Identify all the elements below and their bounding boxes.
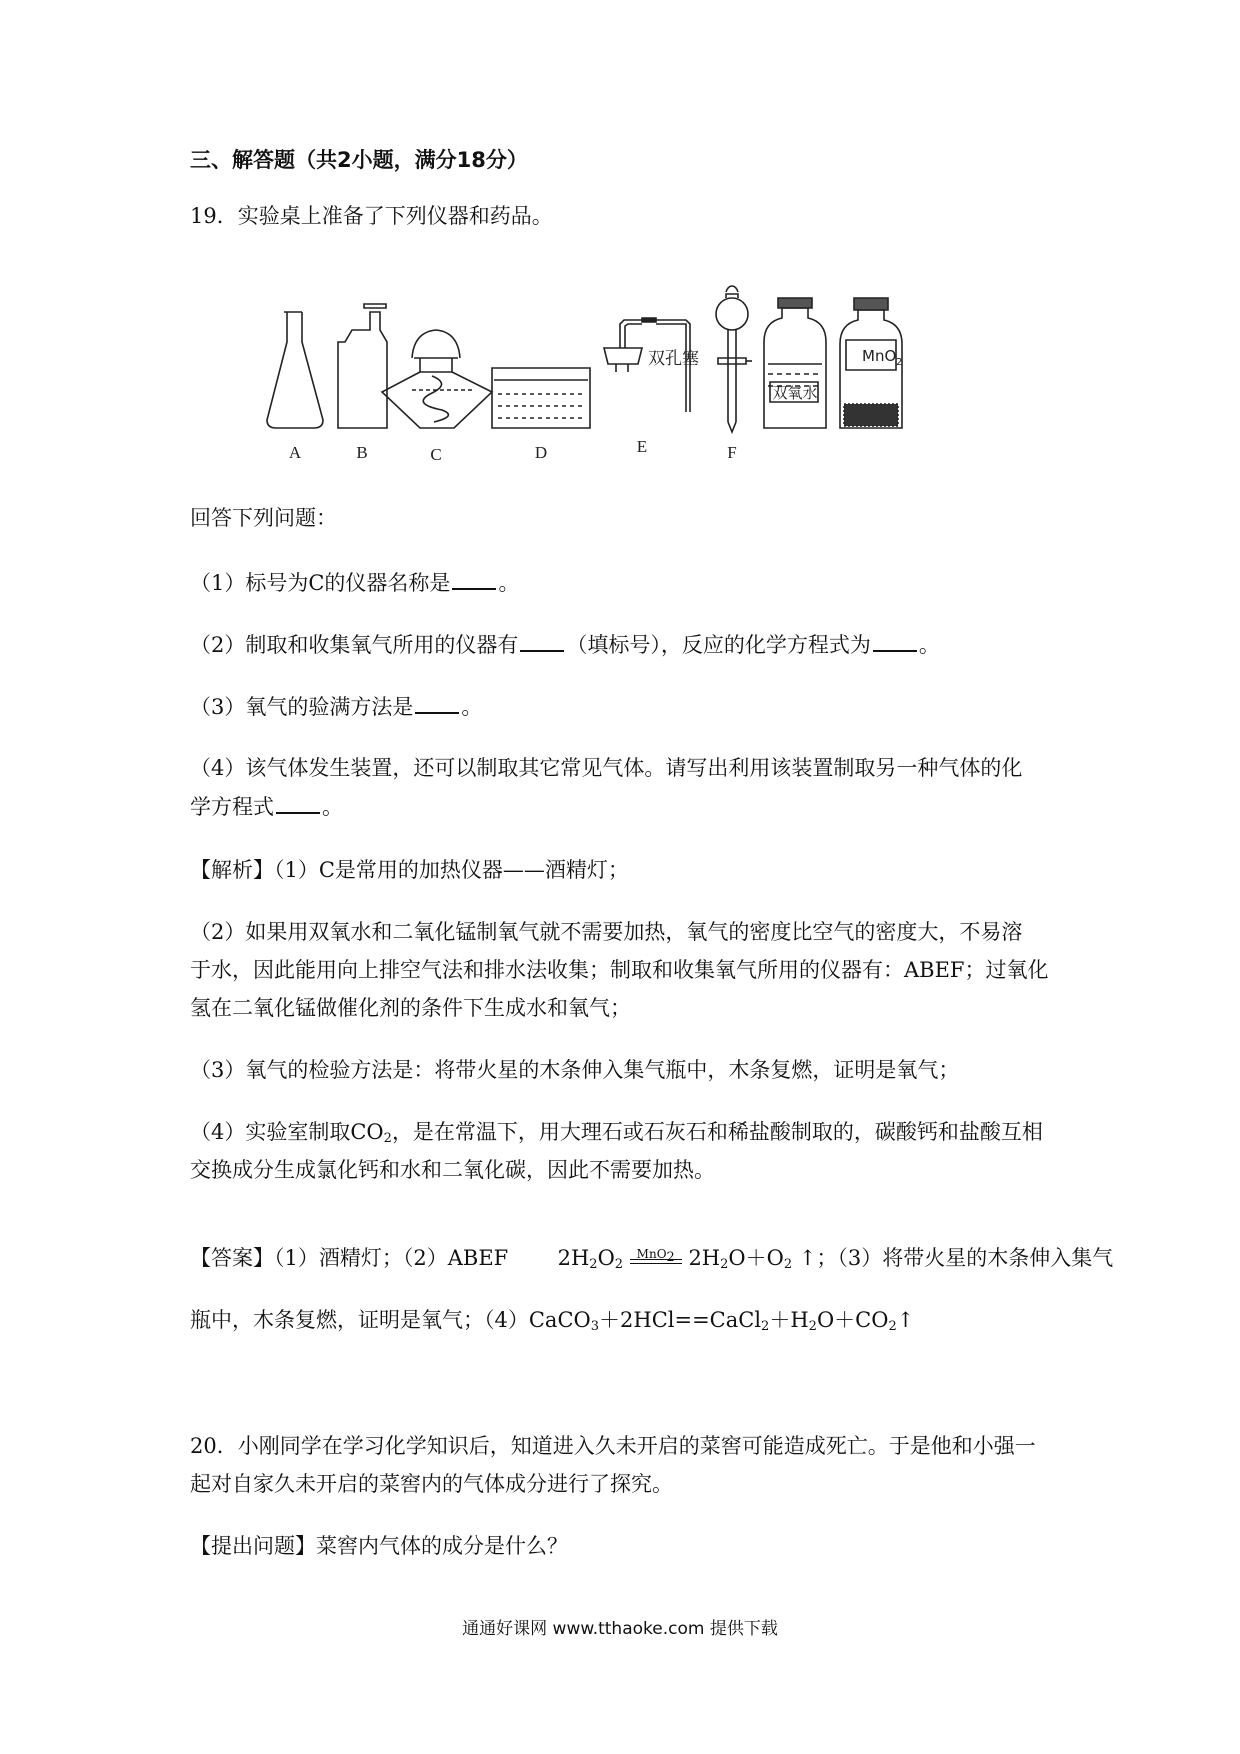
answer-text-a: 【答案】（1）酒精灯；（2）ABEF [190,1246,509,1270]
answer-l2-d: O＋CO [816,1308,889,1332]
answer-equation [558,1246,799,1270]
answer-blank-5[interactable] [276,792,320,814]
answer-l2-sub2: 2 [761,1319,770,1334]
analysis-3: （3）氧气的检验方法是：将带火星的木条伸入集气瓶中，木条复燃，证明是氧气； [190,1058,960,1082]
label-b: B [356,443,368,462]
eq-catalyst-sub: 2 [666,1249,675,1265]
answer-blank-3[interactable] [873,630,917,652]
question-19-stem: 19．实验桌上准备了下列仪器和药品。 [190,204,553,228]
label-e: E [636,437,648,456]
gas-bottle-icon [338,304,387,428]
equals-catalyst-sign [630,1246,682,1270]
answer-l2-b: ＋2HCl==CaCl [599,1308,762,1332]
bottle1-label: 双氧水 [772,384,818,402]
answer-blank-4[interactable] [415,692,459,714]
alcohol-lamp-icon [382,330,492,428]
eq-right2-sub: 2 [783,1257,793,1272]
answer-text-b: ↑；（3）将带火星的木条伸入集气 [798,1246,1114,1270]
bottle2-label: MnO [862,347,897,365]
answer-line2 [190,1306,1070,1334]
answer-l2-e: ↑ [896,1308,915,1332]
label-f: F [727,443,737,462]
analysis-2-line1: （2）如果用双氧水和二氧化锰制氧气就不需要加热，氧气的密度比空气的密度大，不易溶 [190,920,1023,944]
analysis-4-text-a: （4）实验室制取CO [190,1120,384,1144]
q19-part2-text-a: （2）制取和收集氧气所用的仪器有 [190,633,519,657]
q19-part4-line2 [190,792,1070,821]
q19-part4-end: 。 [322,795,343,819]
q19-part2 [190,630,1070,659]
analysis-2-line3: 氢在二氧化锰做催化剂的条件下生成水和氧气； [190,996,631,1020]
q20-line1: 20．小刚同学在学习化学知识后，知道进入久未开启的菜窖可能造成死亡。于是他和小强一 [190,1434,1036,1458]
q19-part4-text: 学方程式 [190,795,274,819]
water-trough-icon [492,368,590,428]
q20-line3: 【提出问题】菜窖内气体的成分是什么？ [190,1534,568,1558]
q19-part2-text-b: （填标号），反应的化学方程式为 [566,633,871,657]
separatory-funnel-icon [716,286,752,432]
section-title: 三、解答题（共2小题，满分18分） [190,148,528,172]
hydrogen-peroxide-bottle-icon [764,298,826,428]
eq-right1-b: O＋O [728,1246,784,1270]
answer-blank-2[interactable] [520,630,564,652]
analysis-4-line2: 交换成分生成氯化钙和水和二氧化碳，因此不需要加热。 [190,1158,715,1182]
q20-line2: 起对自家久未开启的菜窖内的气体成分进行了探究。 [190,1472,673,1496]
eq-catalyst: MnO [636,1246,667,1261]
stopper-label: 双孔塞 [648,349,699,369]
answer-l2-sub1: 3 [590,1319,600,1334]
q19-prompt: 回答下列问题： [190,506,337,530]
q19-part1-text: （1）标号为C的仪器名称是 [190,571,451,595]
answer-l2-sub4: 2 [888,1319,897,1334]
answer-l2-sub3: 2 [808,1319,817,1334]
q19-part3-text: （3）氧气的验满方法是 [190,695,414,719]
q19-part1 [190,568,1070,597]
eq-left: 2H [557,1246,590,1270]
eq-left-sub1: 2 [589,1257,598,1272]
label-d: D [534,443,548,462]
q19-part2-end: 。 [918,633,940,657]
analysis-4-line1 [190,1118,1070,1146]
q19-part4-line1: （4）该气体发生装置，还可以制取其它常见气体。请写出利用该装置制取另一种气体的化 [190,756,1023,780]
analysis-2-line2: 于水，因此能用向上排空气法和排水法收集；制取和收集氧气所用的仪器有：ABEF；过氧化 [190,958,1049,982]
apparatus-figure [262,272,982,472]
analysis-1: 【解析】（1）C是常用的加热仪器——酒精灯； [190,858,629,882]
conical-flask-icon [267,312,323,428]
eq-right1: 2H [688,1246,721,1270]
answer-l2-c: ＋H [769,1308,809,1332]
answer-line1 [190,1244,1114,1272]
q19-part3-end: 。 [461,695,483,719]
q19-part1-end: 。 [498,571,520,595]
eq-right1-sub: 2 [720,1257,729,1272]
label-c: C [430,445,442,464]
label-a: A [288,443,302,462]
analysis-4-sub: 2 [383,1131,392,1146]
answer-blank-1[interactable] [452,568,496,590]
eq-left-sub2: 2 [614,1257,624,1272]
q19-part3 [190,692,1070,721]
footer-credit: 通通好课网 www.tthaoke.com 提供下载 [462,1619,778,1639]
answer-l2-a: 瓶中，木条复燃，证明是氧气；（4）CaCO [190,1308,591,1332]
analysis-4-text-b: ，是在常温下，用大理石或石灰石和稀盐酸制取的，碳酸钙和盐酸互相 [391,1120,1043,1144]
bottle2-sub: 2 [896,357,903,368]
eq-left-o: O [597,1246,615,1270]
